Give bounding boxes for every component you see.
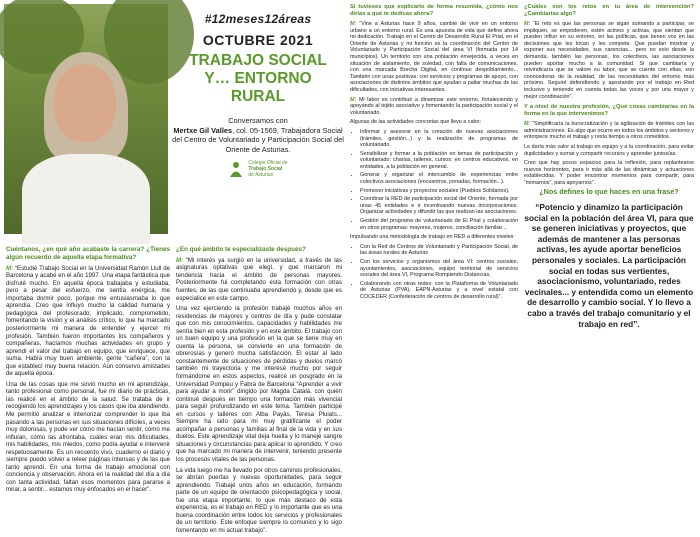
answer — [350, 97, 518, 117]
issue-month: OCTUBRE 2021 — [202, 32, 314, 48]
answer-text: “Simplificaría la burocratización y la agilización de trámites con las administraciones. Es algo que ocurre en todos los ámbitos y sectores y entorpece mucho el trabajo y resta tiempo a otros cometidos. — [524, 121, 694, 141]
hero-block — [172, 4, 344, 178]
activities-list — [350, 129, 518, 231]
list-item: • Coordinar la RED de participación social del Oriente, formada por unas 45 entidades e ir incentivando nuevas incorporaciones. Organizar actividades y difundir las que realizan las asociaciones. — [360, 196, 518, 216]
title-line: Y… ENTORNO — [204, 70, 312, 87]
answer-text: Impulsando una metodología de trabajo en RED a diferentes niveles: — [350, 234, 515, 241]
answer-text: “El reto es que las personas se sigan sumando a participar, se impliquen, se empoderen, estén activos y activas, que sientan que pueden influir en su entorno, en las políticas, que tienen voz en las decisiones que les tocan y les compete. Que puedan mostrar y exponer sus necesidades, sus carencias... pero no solo desde la demanda, también las personas, los colectivos, las asociaciones pueden aportar mucho a la comunidad. Si que cambiaría y reivindicaría que se valore su labor, que se cuente con ellas, son conocedoras de la realidad, de las necesidades del entorno más próximo. Seguiré defendiendo y apostando por el trabajo en Red inclusivo y teniendo en cuenta todas las voces y por una mayor y mejor coordinación”. — [524, 21, 694, 100]
logo-line: Colegio Oficial de — [248, 160, 288, 167]
column-2 — [176, 246, 342, 537]
column-1 — [6, 246, 170, 497]
answer — [6, 265, 170, 378]
speaker-mark: M: — [524, 21, 531, 27]
question: Y a nivel de nuestra profesión, ¿Qué cosas cambiarías en la forma en la que intervenimos? — [524, 104, 694, 118]
speaker-mark: M: — [524, 121, 531, 128]
answer — [524, 121, 694, 141]
list-item: • Colaborando con otras redes: con la Plataforma de Voluntariado de Asturias (PVA), EAPN-Asturias y a nivel estatal con COCEDER (Confederación de centros de desarrollo rural)”. — [360, 281, 518, 301]
list-item: • Con los servicios y organismos del área VI: centros sociales, ayuntamientos, asociaciones, equipo territorial de servicios sociales del área VI, Programa Rompiendo Distancias, — [360, 259, 518, 279]
list-item: • Informar y asesorar en la creación de nuevas asociaciones (trámites, gestión...) y la realización de programas de voluntariado. — [360, 129, 518, 149]
question: Si tuvieses que explicarlo de forma resumida, ¿cómo nos dirías a qué te dedicas ahora? — [350, 4, 518, 17]
summary-quote: “Potencio y dinamizo la participación social en la población del área VI, para que se generen iniciativas y proyectos, que además de mantener a las personas activas, les ayude aportar beneficios personales y sociales. La participación social en todas sus vertientes, asociacionismo, voluntariado, redes vecinales... y entendida como un elemento de desarrollo y cambio social. Y lo llevo a cabo a través del trabajo comunitario y el trabajo en red”. — [524, 202, 694, 329]
answer-text: “Estudié Trabajo Social en la Universidad Ramón Llull de Barcelona y acabé en el año 1997. Una etapa fantástica que disfruté mucho. En aquella época trabajaba y estudiaba, pero a pesar del esfuerzo, me sentía enérgica, me importaba dormir poco, porque me entusiasmaba lo que aprendía. Creo que influyó mucho la calidad humana y pedagógica del profesorado; implicado, comprometido, fomentando la visión y el análisis crítico, lo que ha marcado posteriormente mi manera de entender y ejercer mi profesión. También fueron importantes los compañeros y compañeras, hacíamos muchas actividades en grupo y aprendí el valor del trabajo en equipo, que enriquece, que suma. Había muy buen ambiente, gente “cañera”, con la que establecí muy buena relación. Aún conservo amistades de aquella época. — [6, 264, 170, 378]
college-logo — [172, 160, 344, 178]
portrait-face — [54, 64, 116, 142]
answer-text: Algunas de las actividades concretas que llevo a cabo: — [350, 119, 481, 126]
intro-pre: Conversamos con — [228, 116, 288, 125]
list-item: • Con la Red de Centros de Voluntariado y Participación Social, de las áreas rurales de Asturias — [360, 244, 518, 257]
answer-text: La vida luego me ha llevado por otros caminos profesionales, se abrían puertas y nuevas oportunidades, para seguir aprendiendo. Trabajé unos años en educación, formando parte de un equipo de orientación psicopedagógica y social, fue una etapa importante, lo que más destaco de esta experiencia, es el trabajo en RED y lo importante que es una buena coordinación entre todos los servicios y profesionales de un territorio. Este enfoque siempre lo comunico y lo sigo fomentando en mi actual trabajo”. — [176, 466, 342, 534]
portrait-body — [22, 154, 150, 244]
list-item: • Promover iniciativas y proyectos sociales (Pueblos Solidarios). — [360, 188, 518, 195]
logo-line: de Asturias — [248, 172, 274, 179]
answer-text: Mi labor es contribuir a dinamizar este entorno, fortaleciendo y apoyando al tejido asociativo y fomentando la participación social y el voluntariado. — [350, 96, 519, 116]
interviewee-name: Mertxe Gil Valles — [173, 125, 233, 135]
answer — [524, 21, 694, 100]
column-4 — [524, 4, 694, 329]
quote-question: ¿Nos defines lo que haces en una frase? — [539, 187, 679, 197]
question: ¿Cuáles son los retos en tu área de intervención? ¿Cambiarías algo? — [524, 4, 694, 17]
answer — [176, 257, 342, 302]
list-item: • Sensibilizar y formar a la población en temas de participación y voluntariado: charlas, talleres, cursos: en centros educativos, en entidades, a la población en general. — [360, 151, 518, 171]
logo-line: Trabajo Social — [248, 166, 283, 173]
answer-text: “Mi interés ya surgió en la universidad, a través de las asignaturas optativas que elegí, y que marcaron mi tendencia hacia el ámbito de personas mayores. Posteriormente fui completando esta formación con otras fuentes, de las que continuaba aprendiendo y, desde que es especialice en este campo. — [176, 256, 342, 302]
column-3 — [350, 4, 518, 304]
answer — [350, 21, 518, 94]
question: ¿En qué ámbito te especializaste después? — [176, 246, 306, 253]
speaker-mark: M: — [6, 264, 14, 272]
answer-text: Creo que hay pocos espacios para la reflexión, para replantearse nuevos horizontes, para ir más allá de las dinámicas y actuaciones establecidas. Y poder encontrar momentos para compartir, para “mimarnos”, para apoyarnos”. — [524, 160, 694, 186]
title-line: TRABAJO SOCIAL — [189, 52, 327, 69]
hashtag: #12meses12áreas — [204, 12, 312, 26]
intro-text — [172, 116, 344, 154]
answer-text: Le daría más valor al trabajo en equipo y a la coordinación, para evitar duplicidades y sumar y compartir recursos y aprender juntos/as. — [524, 143, 694, 157]
logo-icon — [228, 160, 244, 178]
question: Cuéntanos, ¿en qué año acabaste la carrera? ¿Tienes algún recuerdo de aquella etapa formativa? — [6, 246, 170, 261]
answer-text: Una de las cosas que me sirvió mucho en mi aprendizaje, tanto profesional como personal, fue mi diario de prácticas, las realicé en el ámbito de la salud. Se trataba de ir recogiendo los aprendizajes y los casos que iba atendiendo. Me permitió analizar e interiorizar comprender lo que iba pasando a las personas en sus situaciones difíciles, a veces muy dolorosas, y pude ver cómo me hacían sentir, cómo me influían, cómo las afrontaba, cuáles eran mis dificultades, mis habilidades, mis miedos, como podía ayudar e intervenir respetuosamente. Es un recuerdo vivo, cuaderno el diario y siempre puedo volver a releer páginas intensas y de las que tanto aprendí. En una forma de trabajo emocional con conciencia y observación. Ahora en la realidad del día a día con tanta actividad, faltan esos momentos para pararse a mirar, a sentir... estamos muy enfocados en el hacer”. — [6, 380, 170, 494]
list-item: • Gestión del programa de voluntariado de El Prial y colaboración en otros programas: mayores, mujeres, conciliación familiar... — [360, 218, 518, 231]
network-list — [350, 244, 518, 301]
answer-text: “Vine a Asturias hace 9 años, cambié de vivir en un entorno urbano a un entorno rural. Es una apuesta de vida que define ahora mi dedicación. Trabajo en el Centro de Desarrollo Rural El Prial, en el Oriente de Asturias y mi función es la coordinación del Centro de Voluntariado y Participación Social del área VI (formada por 14 municipios). Un territorio con una población envejecida, a veces en situación de aislamiento, de soledad, con falta de comunicaciones, con una marcada Brecha Digital, en continuo despoblamiento... También con unas positivas: con servicios y programas de apoyo, con asociaciones de distintos ámbitos que ayudan a paliar muchas de las dificultades, con iniciativas interesantes. — [350, 21, 518, 93]
list-item: • Generar y organizar el intercambio de experiencias entre colectivos asociaciones (encuentros, jornadas, formación...). — [360, 172, 518, 185]
portrait-photo — [4, 4, 168, 234]
speaker-mark: M: — [350, 21, 357, 27]
speaker-mark: M: — [176, 256, 184, 264]
title-line: RURAL — [230, 88, 286, 105]
answer-text: Una vez ejerciendo la profesión trabajé muchos años en residencias de mayores y centros de día y pude constatar que con mis conocimientos, capacidades y habilidades me sentía bien en esta profesión y en este ámbito. El trabajo con un buen equipo y una profesión en la que se tiene muy en cuenta la persona, se convierte en una formación de obreros/as y generó mucha satisfacción. El estar al lado constantemente de situaciones de pérdidas y duelos marcó también mi trayectoria y me interesé mucho por seguir formándome en estos aspectos, realicé un posgrado en la Universidad Pompeu y Fabra de Barcelona “Aprender a vivir para ayudar a morir” dirigido por Magda Catalá, con quién continué después en tiempo una formación más vivencial para seguir profundizando en este tema. También participé en cursos y talleres con Alba Payàs, Teresa Pluiats... Siempre ha sido para mí muy gratificante el poder acompañar a personas y familias al final de la vida y en sus duelos. Este aprendizaje vital deja huella y lo manejé sangre situaciones y circunstancias para aplicar lo aprendido. Y creo que ha marcado mi manera de intervenir, teniendo presente los procesos vitales de las personas. — [176, 305, 342, 464]
logo-text — [248, 160, 287, 178]
page-title — [172, 52, 344, 106]
intro-post: , col. 05-1569, Trabajadora Social del Centro de Voluntariado y Participación Social del Oriente de Asturias. — [172, 125, 344, 154]
speaker-mark: M: — [350, 96, 357, 103]
